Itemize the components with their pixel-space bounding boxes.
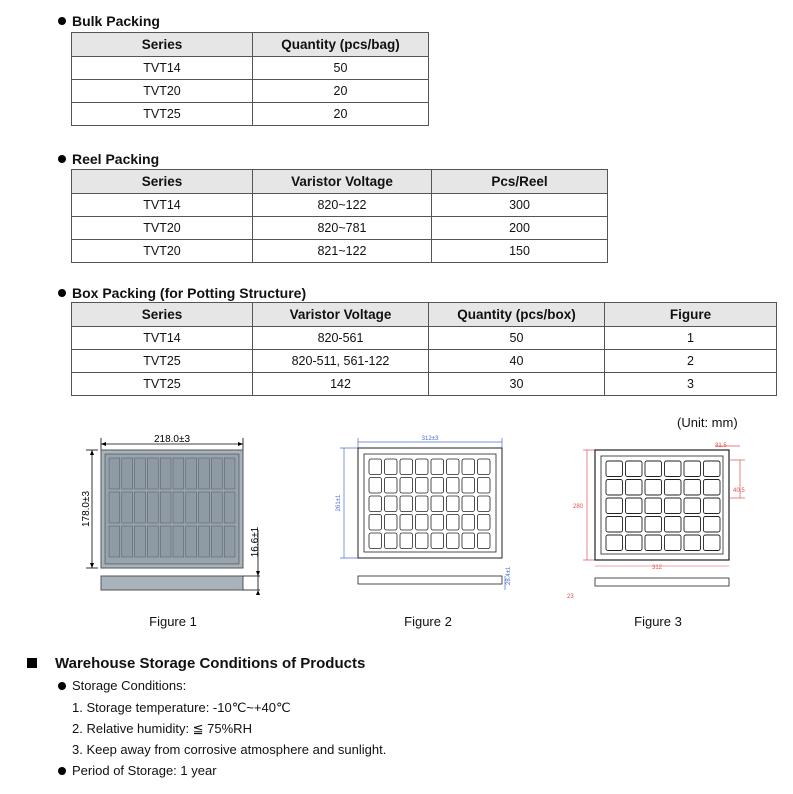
header-voltage: Varistor Voltage xyxy=(253,303,429,327)
header-voltage: Varistor Voltage xyxy=(253,170,432,194)
reel-table xyxy=(71,169,608,263)
cell: 820-561 xyxy=(253,327,429,350)
tray-slot xyxy=(224,492,235,523)
storage-conditions-line xyxy=(58,678,186,693)
bullet-icon xyxy=(58,767,66,775)
cell: 3 xyxy=(605,373,777,396)
tray-slot xyxy=(147,458,158,489)
figure-3-caption: Figure 3 xyxy=(634,614,682,629)
cell: TVT14 xyxy=(72,194,253,217)
tray-slot xyxy=(186,526,197,557)
tray-slot xyxy=(122,526,133,557)
header-pcs-reel: Pcs/Reel xyxy=(432,170,608,194)
tray-slot xyxy=(173,526,184,557)
cell: 821~122 xyxy=(253,240,432,263)
table-row xyxy=(72,350,777,373)
bulk-section-title xyxy=(58,13,160,29)
reel-title: Reel Packing xyxy=(72,151,160,167)
table-row xyxy=(72,217,608,240)
tray-slot xyxy=(109,526,120,557)
cell: 150 xyxy=(432,240,608,263)
cell: 50 xyxy=(253,57,429,80)
fig2-depth-label: 28.4±1 xyxy=(506,566,512,585)
fig3-width-label: 312 xyxy=(651,565,663,571)
storage-period-line xyxy=(58,763,217,778)
header-series: Series xyxy=(72,33,253,57)
tray-slot xyxy=(147,492,158,523)
cell: TVT20 xyxy=(72,80,253,103)
header-series: Series xyxy=(72,303,253,327)
cell: 30 xyxy=(429,373,605,396)
bulk-table xyxy=(71,32,429,126)
table-row xyxy=(72,373,777,396)
condition-item: 1. Storage temperature: -10℃~+40℃ xyxy=(72,700,291,715)
fig1-depth-label: 16.6±1 xyxy=(250,526,261,558)
tray-slot xyxy=(224,458,235,489)
fig2-height-label: 261±1 xyxy=(336,494,342,512)
cell: TVT25 xyxy=(72,103,253,126)
bulk-title: Bulk Packing xyxy=(72,13,160,29)
tray-slot xyxy=(199,458,210,489)
storage-label: Storage Conditions: xyxy=(72,678,187,693)
table-row xyxy=(72,327,777,350)
bullet-icon xyxy=(58,155,66,163)
cell: 200 xyxy=(432,217,608,240)
fig1-width-label: 218.0±3 xyxy=(153,434,191,445)
tray-slot xyxy=(211,458,222,489)
tray-slot xyxy=(160,492,171,523)
fig3-depth-label: 23 xyxy=(567,594,574,600)
box-section-title xyxy=(58,285,306,301)
tray-slot xyxy=(224,526,235,557)
cell: 40 xyxy=(429,350,605,373)
table-row xyxy=(72,103,429,126)
figure-2-caption: Figure 2 xyxy=(404,614,452,629)
tray-slot xyxy=(109,458,120,489)
table-header-row xyxy=(72,170,608,194)
condition-item: 2. Relative humidity: ≦ 75%RH xyxy=(72,721,252,736)
tray-slot xyxy=(173,492,184,523)
tray-slot xyxy=(109,492,120,523)
fig3-corner-label: 31.5 xyxy=(715,443,727,449)
tray-slot xyxy=(211,492,222,523)
tray-slot xyxy=(173,458,184,489)
table-row xyxy=(72,240,608,263)
header-series: Series xyxy=(72,170,253,194)
cell: TVT14 xyxy=(72,57,253,80)
tray-slot xyxy=(160,458,171,489)
cell: 20 xyxy=(253,80,429,103)
fig1-height-label: 178.0±3 xyxy=(81,490,92,528)
table-header-row xyxy=(72,303,777,327)
reel-section-title xyxy=(58,151,159,167)
warehouse-title: Warehouse Storage Conditions of Products xyxy=(55,655,366,672)
tray-slot xyxy=(199,526,210,557)
header-figure: Figure xyxy=(605,303,777,327)
table-row xyxy=(72,194,608,217)
fig3-height-label: 280 xyxy=(573,504,584,510)
cell: 820-511, 561-122 xyxy=(253,350,429,373)
bullet-icon xyxy=(58,289,66,297)
tray-slot xyxy=(122,492,133,523)
table-row xyxy=(72,80,429,103)
tray-slot xyxy=(160,526,171,557)
figure-3-drawing xyxy=(565,430,760,605)
bullet-icon xyxy=(58,682,66,690)
cell: 820~781 xyxy=(253,217,432,240)
tray-slot xyxy=(186,492,197,523)
tray-slot xyxy=(122,458,133,489)
cell: TVT14 xyxy=(72,327,253,350)
header-quantity: Quantity (pcs/box) xyxy=(429,303,605,327)
tray-slot xyxy=(186,458,197,489)
storage-period: Period of Storage: 1 year xyxy=(72,763,217,778)
header-quantity: Quantity (pcs/bag) xyxy=(253,33,429,57)
table-row xyxy=(72,57,429,80)
tray-slot xyxy=(147,526,158,557)
fig3-side-label: 40.5 xyxy=(733,488,745,494)
cell: TVT25 xyxy=(72,373,253,396)
cell: 50 xyxy=(429,327,605,350)
tray-slot xyxy=(135,526,146,557)
cell: 1 xyxy=(605,327,777,350)
fig2-width-label: 312±3 xyxy=(421,436,439,442)
square-bullet-icon xyxy=(27,658,37,668)
cell: TVT25 xyxy=(72,350,253,373)
cell: TVT20 xyxy=(72,217,253,240)
box-table xyxy=(71,302,777,396)
unit-label: (Unit: mm) xyxy=(677,415,738,430)
tray-slot xyxy=(135,458,146,489)
cell: 2 xyxy=(605,350,777,373)
condition-item: 3. Keep away from corrosive atmosphere and sunlight. xyxy=(72,742,387,757)
tray-slot xyxy=(199,492,210,523)
figure-1-drawing xyxy=(78,430,268,605)
bullet-icon xyxy=(58,17,66,25)
cell: 300 xyxy=(432,194,608,217)
tray-slot xyxy=(211,526,222,557)
warehouse-section xyxy=(27,655,365,672)
table-header-row xyxy=(72,33,429,57)
cell: 20 xyxy=(253,103,429,126)
figure-1-caption: Figure 1 xyxy=(149,614,197,629)
box-title: Box Packing (for Potting Structure) xyxy=(72,285,307,301)
cell: TVT20 xyxy=(72,240,253,263)
cell: 820~122 xyxy=(253,194,432,217)
cell: 142 xyxy=(253,373,429,396)
tray-slot xyxy=(135,492,146,523)
figure-2-drawing xyxy=(330,430,530,605)
